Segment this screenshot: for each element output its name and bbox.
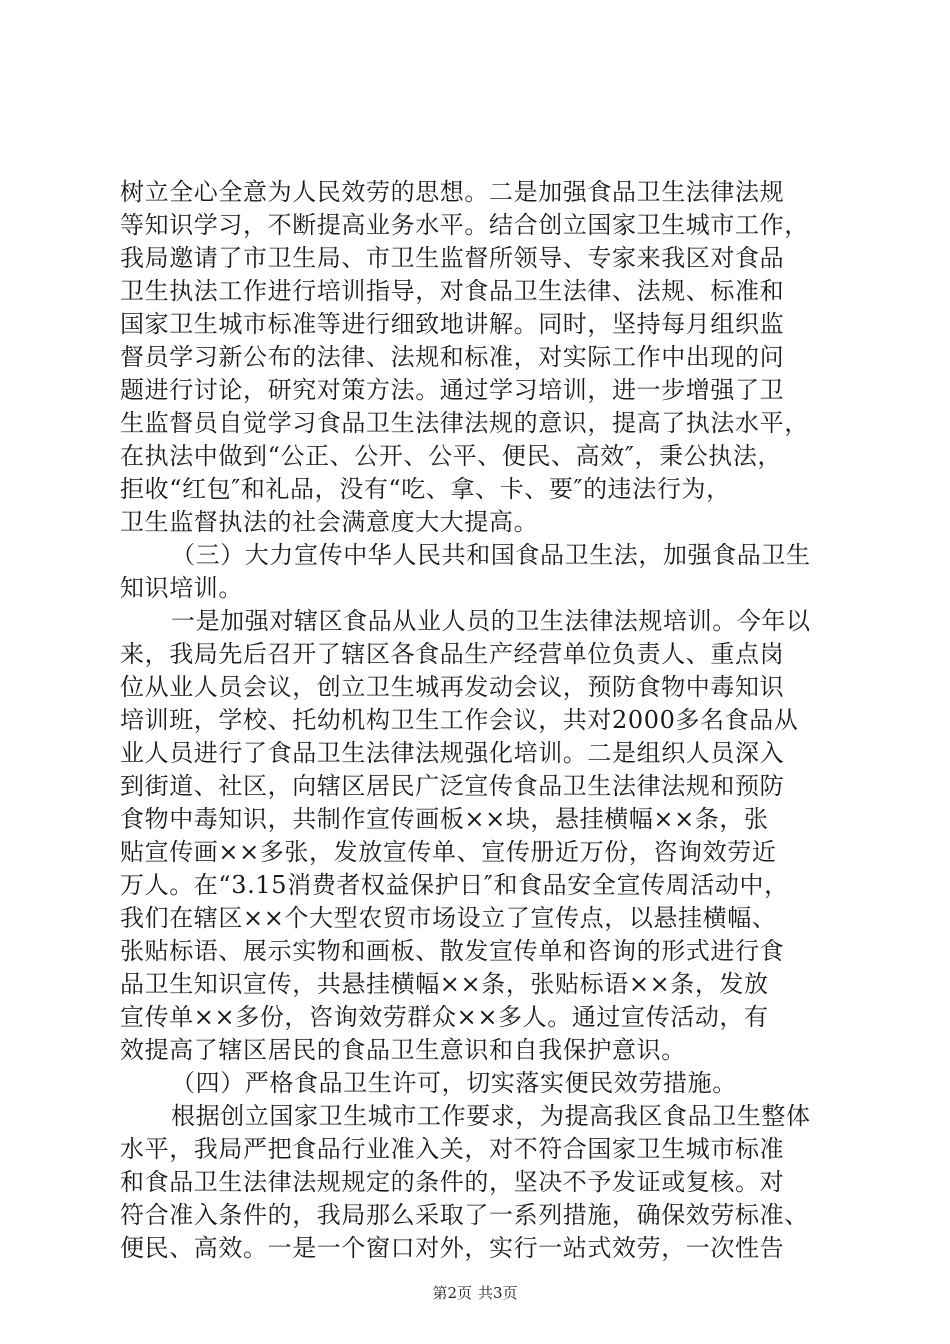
page-number: 第2页 [432, 1284, 472, 1302]
text-line: 题进行讨论，研究对策方法。通过学习培训，进一步增强了卫 [120, 376, 785, 404]
text-line: 到街道、社区，向辖区居民广泛宣传食品卫生法律法规和预防 [120, 772, 785, 800]
text-line: 来，我局先后召开了辖区各食品生产经营单位负责人、重点岗 [120, 640, 785, 668]
text-line: 拒收“红包″和礼品，没有“吃、拿、卡、要″的违法行为， [120, 475, 731, 503]
paragraph-start: 根据创立国家卫生城市工作要求，为提高我区食品卫生整体 [171, 1102, 811, 1130]
text-line: 位从业人员会议，创立卫生城再发动会议，预防食物中毒知识 [120, 673, 785, 701]
text-line: 效提高了辖区居民的食品卫生意识和自我保护意识。 [120, 1036, 686, 1064]
text-line: 万人。在“3.15消费者权益保护日″和食品安全宣传周活动中， [120, 871, 789, 899]
text-line: 我们在辖区××个大型农贸市场设立了宣传点，以悬挂横幅、 [120, 904, 777, 932]
section-heading-4: （四）严格食品卫生许可，切实落实便民效劳措施。 [171, 1069, 737, 1097]
text-line: 知识培训。 [120, 574, 243, 602]
text-line: 督员学习新公布的法律、法规和标准，对实际工作中出现的问 [120, 343, 785, 371]
text-line: 贴宣传画××多张，发放宣传单、宣传册近万份，咨询效劳近 [120, 838, 777, 866]
text-line: 便民、高效。一是一个窗口对外，实行一站式效劳，一次性告 [120, 1234, 785, 1262]
text-line: 宣传单××多份，咨询效劳群众××多人。通过宣传活动，有 [120, 1003, 769, 1031]
text-line: 和食品卫生法律法规规定的条件的，坚决不予发证或复核。对 [120, 1168, 785, 1196]
text-line: 在执法中做到“公正、公开、公平、便民、高效″，秉公执法， [120, 442, 783, 470]
text-line: 培训班，学校、托幼机构卫生工作会议，共对2000多名食品从 [120, 706, 799, 734]
text-line: 卫生执法工作进行培训指导，对食品卫生法律、法规、标准和 [120, 277, 785, 305]
text-line: 国家卫生城市标准等进行细致地讲解。同时，坚持每月组织监 [120, 310, 785, 338]
paragraph-start: 一是加强对辖区食品从业人员的卫生法律法规培训。今年以 [171, 607, 811, 635]
text-line: 食物中毒知识，共制作宣传画板××块，悬挂横幅××条，张 [120, 805, 769, 833]
page-footer [0, 1283, 950, 1303]
text-line: 卫生监督执法的社会满意度大大提高。 [120, 508, 539, 536]
text-line: 生监督员自觉学习食品卫生法律法规的意识，提高了执法水平， [120, 409, 809, 437]
text-line: 等知识学习，不断提高业务水平。结合创立国家卫生城市工作， [120, 211, 809, 239]
text-line: 张贴标语、展示实物和画板、散发宣传单和咨询的形式进行食 [120, 937, 785, 965]
text-line: 树立全心全意为人民效劳的思想。二是加强食品卫生法律法规 [120, 178, 785, 206]
section-heading-3: （三）大力宣传中华人民共和国食品卫生法，加强食品卫生 [171, 541, 811, 569]
document-body [120, 176, 840, 1265]
text-line: 水平，我局严把食品行业准入关，对不符合国家卫生城市标准 [120, 1135, 785, 1163]
text-line: 我局邀请了市卫生局、市卫生监督所领导、专家来我区对食品 [120, 244, 785, 272]
text-line: 业人员进行了食品卫生法律法规强化培训。二是组织人员深入 [120, 739, 785, 767]
page-total: 共3页 [478, 1284, 518, 1302]
text-line: 品卫生知识宣传，共悬挂横幅××条，张贴标语××条，发放 [120, 970, 769, 998]
text-line: 符合准入条件的，我局那么采取了一系列措施，确保效劳标准、 [120, 1201, 809, 1229]
